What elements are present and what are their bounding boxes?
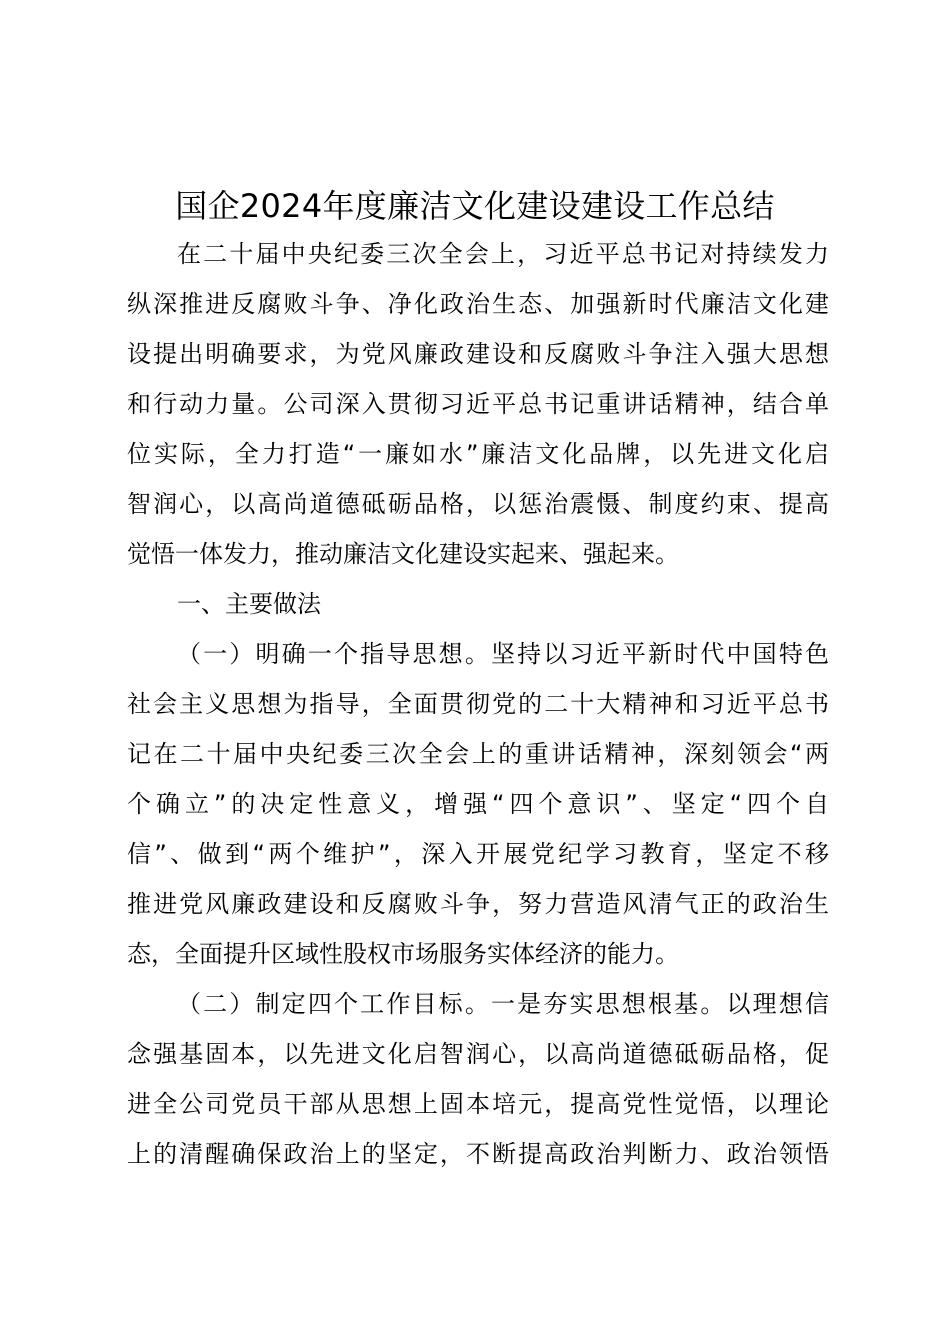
paragraph-line: 和行动力量。公司深入贯彻习近平总书记重讲话精神，结合单: [127, 390, 829, 418]
paragraph-line: 个确立”的决定性意义，增强“四个意识”、坚定“四个自: [127, 790, 829, 818]
paragraph-line: 社会主义思想为指导，全面贯彻党的二十大精神和习近平总书: [127, 690, 829, 718]
paragraph-line: 智润心，以高尚道德砥砺品格，以惩治震慑、制度约束、提高: [127, 490, 829, 518]
section-heading: 一、主要做法: [177, 590, 321, 618]
paragraph-line: 念强基固本，以先进文化启智润心，以高尚道德砥砺品格，促: [127, 1040, 829, 1068]
paragraph-line: 态，全面提升区域性股权市场服务实体经济的能力。: [127, 940, 679, 968]
paragraph-line: 觉悟一体发力，推动廉洁文化建设实起来、强起来。: [127, 540, 679, 568]
paragraph-line: （一）明确一个指导思想。坚持以习近平新时代中国特色: [177, 640, 829, 668]
paragraph-line: 设提出明确要求，为党风廉政建设和反腐败斗争注入强大思想: [127, 340, 829, 368]
paragraph-line: （二）制定四个工作目标。一是夯实思想根基。以理想信: [177, 990, 829, 1018]
paragraph-line: 信”、做到“两个维护”，深入开展党纪学习教育，坚定不移: [127, 840, 829, 868]
paragraph-line: 进全公司党员干部从思想上固本培元，提高党性觉悟，以理论: [127, 1090, 829, 1118]
paragraph-line: 推进党风廉政建设和反腐败斗争，努力营造风清气正的政治生: [127, 890, 829, 918]
paragraph-line: 在二十届中央纪委三次全会上，习近平总书记对持续发力: [177, 240, 829, 268]
paragraph-line: 纵深推进反腐败斗争、净化政治生态、加强新时代廉洁文化建: [127, 290, 829, 318]
paragraph-line: 上的清醒确保政治上的坚定，不断提高政治判断力、政治领悟: [127, 1140, 829, 1168]
paragraph-line: 位实际，全力打造“一廉如水”廉洁文化品牌，以先进文化启: [127, 440, 829, 468]
paragraph-line: 记在二十届中央纪委三次全会上的重讲话精神，深刻领会“两: [127, 740, 829, 768]
document-title: 国企2024年度廉洁文化建设建设工作总结: [175, 187, 775, 225]
